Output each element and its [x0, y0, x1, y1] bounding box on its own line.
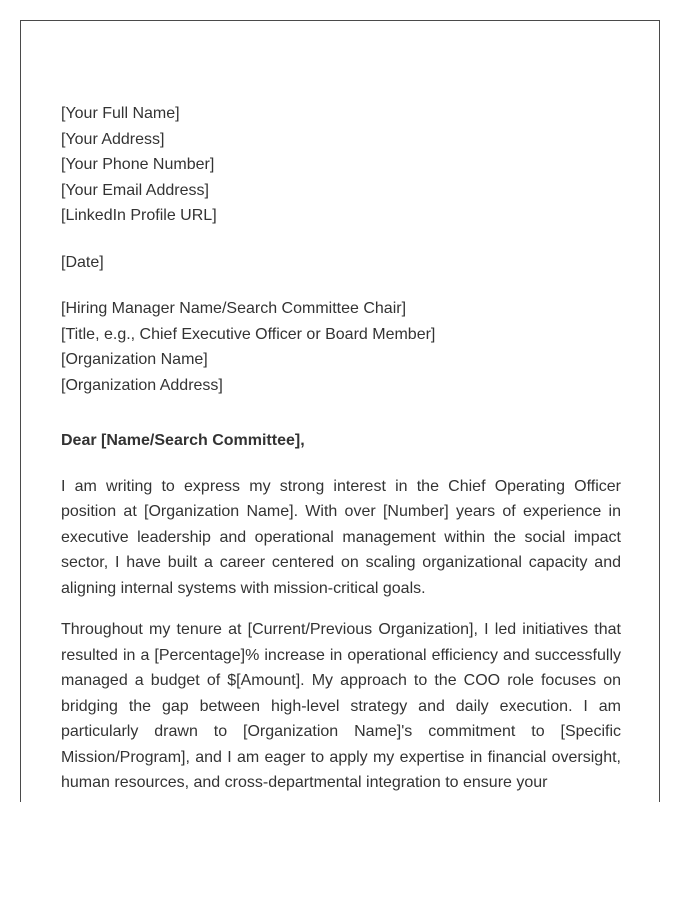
recipient-title: [Title, e.g., Chief Executive Officer or Board Member] — [61, 325, 436, 343]
recipient-organization: [Organization Name] — [61, 351, 208, 368]
sender-full-name: [Your Full Name] — [61, 105, 180, 122]
salutation: Dear [Name/Search Committee], — [61, 432, 305, 449]
sender-linkedin: [LinkedIn Profile URL] — [61, 207, 217, 224]
letter-content — [61, 101, 621, 796]
sender-address: [Your Address] — [61, 130, 165, 148]
date-block — [61, 250, 621, 276]
letter-page — [20, 20, 660, 802]
recipient-name: [Hiring Manager Name/Search Committee Chair] — [61, 300, 407, 317]
sender-email: [Your Email Address] — [61, 181, 209, 199]
letter-date: [Date] — [61, 253, 104, 271]
body-paragraph-2: Throughout my tenure at [Current/Previous Organization], I led initiatives that resulted in a [Percentage]% increase in operational efficiency and successfully managed a budget of $[Amount]. My approach to the COO role focuses on bridging the gap between high-level strategy and daily execution. I am particularly drawn to [Organization Name]'s commitment to [Specific Mission/Program], and I am eager to apply my expertise in financial oversight, human resources, and cross-departmental integration to ensure your — [61, 621, 621, 791]
recipient-address: [Organization Address] — [61, 376, 223, 394]
body-paragraph-1: I am writing to express my strong interest in the Chief Operating Officer position at [Organization Name]. With over [Number] years of experience in executive leadership and operational management within the social impact sector, I have built a career centered on scaling organizational capacity and aligning internal systems with mission-critical goals. — [61, 477, 621, 597]
recipient-block — [61, 296, 621, 398]
sender-block — [61, 101, 621, 229]
sender-phone: [Your Phone Number] — [61, 156, 215, 173]
